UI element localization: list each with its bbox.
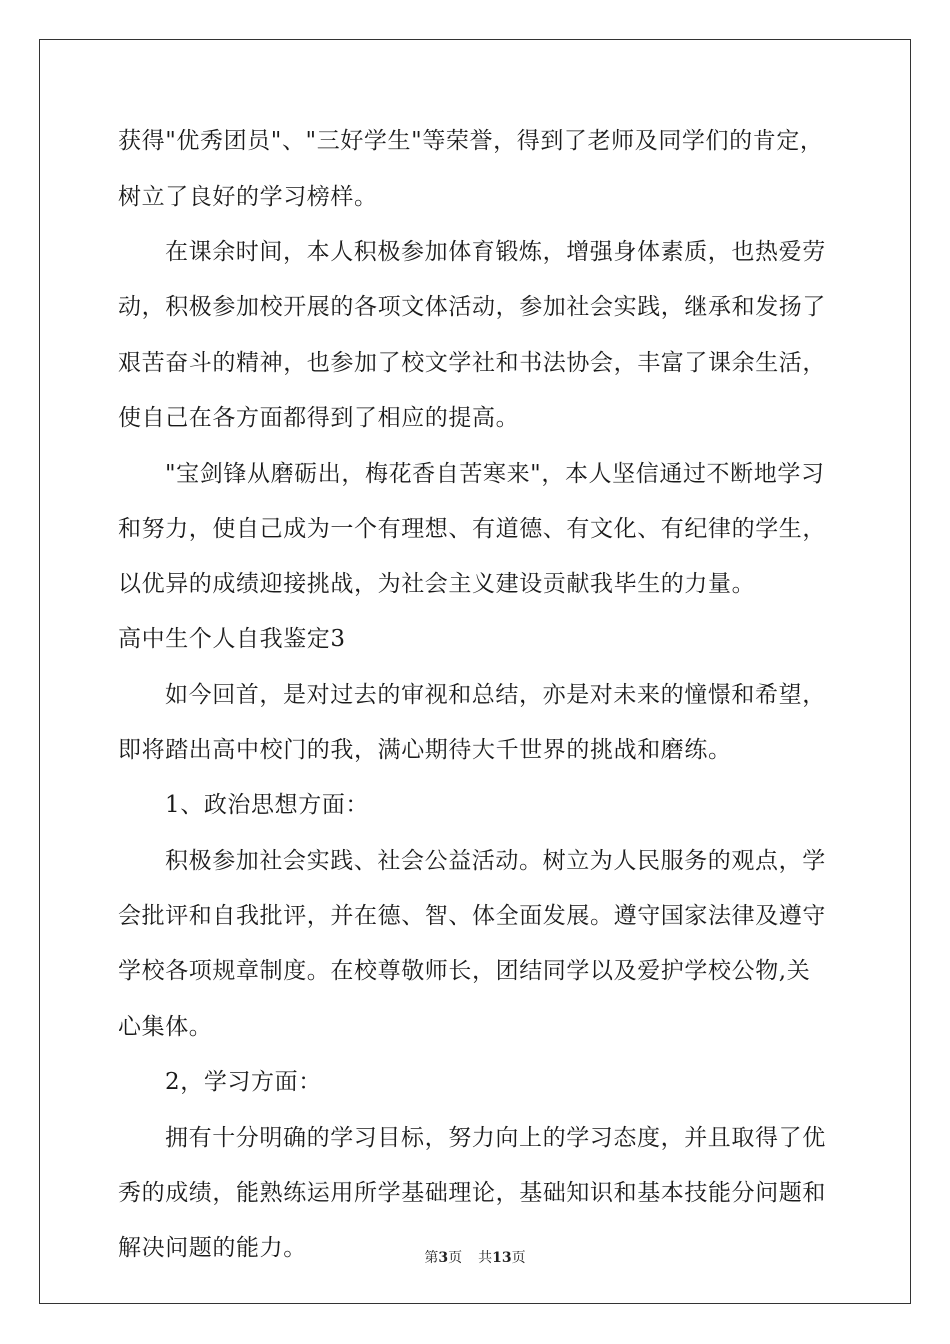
page-prefix: 第 xyxy=(424,1250,439,1266)
text-line: 使自己在各方面都得到了相应的提高。 xyxy=(118,405,520,431)
paragraph-start-line: 如今回首，是对过去的审视和总结，亦是对未来的憧憬和希望， xyxy=(165,682,826,708)
paragraph-start-line: 拥有十分明确的学习目标，努力向上的学习态度，并且取得了优 xyxy=(165,1125,826,1151)
paragraph-start-line: 积极参加社会实践、社会公益活动。树立为人民服务的观点，学 xyxy=(165,848,826,874)
text-line: 即将踏出高中校门的我，满心期待大千世界的挑战和磨练。 xyxy=(118,737,732,763)
text-line: 和努力，使自己成为一个有理想、有道德、有文化、有纪律的学生， xyxy=(118,516,826,542)
text-line: 解决问题的能力。 xyxy=(118,1235,307,1261)
total-prefix: 共 xyxy=(478,1250,493,1266)
section-heading: 高中生个人自我鉴定3 xyxy=(118,626,346,652)
text-line: 艰苦奋斗的精神，也参加了校文学社和书法协会，丰富了课余生活， xyxy=(118,350,826,376)
total-pages: 13 xyxy=(492,1250,512,1266)
text-line: 学校各项规章制度。在校尊敬师长，团结同学以及爱护学校公物,关 xyxy=(118,958,811,984)
page-suffix: 页 xyxy=(448,1250,463,1266)
paragraph-start-line: 在课余时间，本人积极参加体育锻炼，增强身体素质，也热爱劳 xyxy=(165,239,826,265)
page-border xyxy=(39,39,911,1304)
text-line: 获得"优秀团员"、"三好学生"等荣誉，得到了老师及同学们的肯定， xyxy=(118,128,824,154)
text-line: 以优异的成绩迎接挑战，为社会主义建设贡献我毕生的力量。 xyxy=(118,571,756,597)
page-footer xyxy=(0,1248,950,1268)
text-line: 心集体。 xyxy=(118,1014,213,1040)
paragraph-start-line: "宝剑锋从磨砺出，梅花香自苦寒来"，本人坚信通过不断地学习 xyxy=(165,461,825,487)
total-suffix: 页 xyxy=(511,1250,526,1266)
page-number: 3 xyxy=(438,1250,449,1266)
text-line: 秀的成绩，能熟练运用所学基础理论，基础知识和基本技能分问题和 xyxy=(118,1180,826,1206)
subsection-heading: 2，学习方面： xyxy=(165,1069,322,1095)
text-line: 树立了良好的学习榜样。 xyxy=(118,184,378,210)
text-line: 动，积极参加校开展的各项文体活动，参加社会实践，继承和发扬了 xyxy=(118,294,826,320)
text-line: 会批评和自我批评，并在德、智、体全面发展。遵守国家法律及遵守 xyxy=(118,903,826,929)
subsection-heading: 1、政治思想方面： xyxy=(165,792,370,818)
